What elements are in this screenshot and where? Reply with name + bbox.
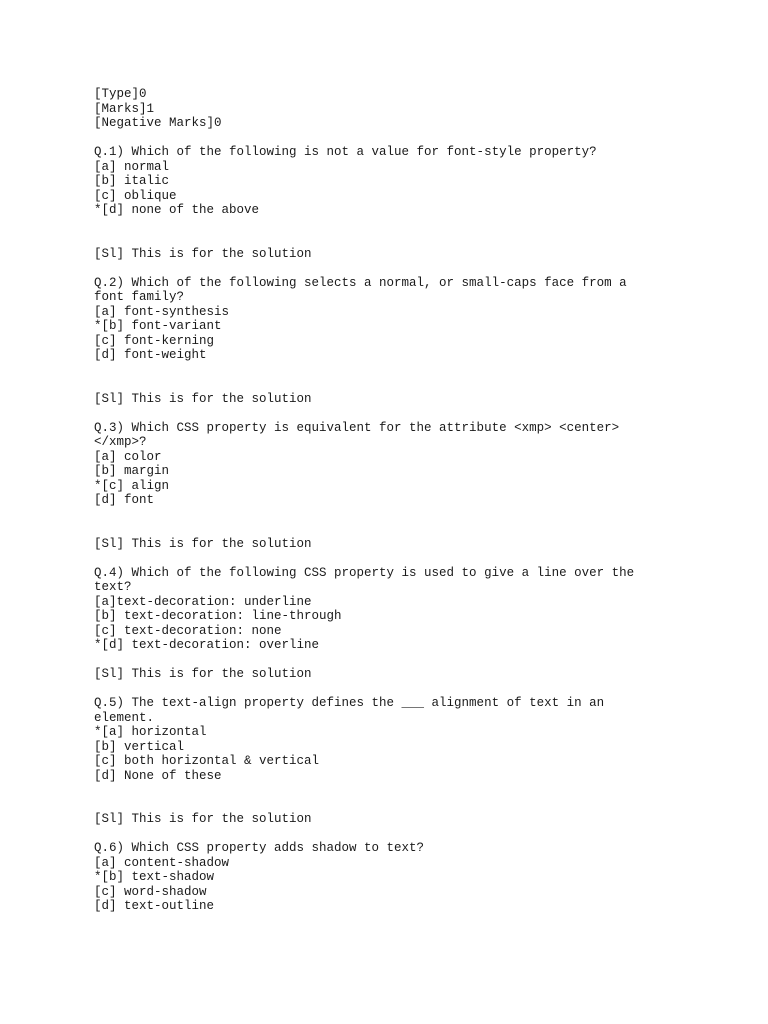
question-4-solution: [Sl] This is for the solution — [94, 667, 312, 681]
question-3-text-cont: </xmp>? — [94, 435, 147, 449]
question-2-text-cont: font family? — [94, 290, 185, 304]
question-2-text: Q.2) Which of the following selects a normal, or small-caps face from a — [94, 275, 627, 290]
question-5-option-b: [b] vertical — [94, 739, 185, 754]
question-5-solution: [Sl] This is for the solution — [94, 812, 312, 826]
question-3-solution: [Sl] This is for the solution — [94, 536, 312, 551]
question-6-option-c: [c] word-shadow — [94, 884, 207, 899]
question-4-option-b: [b] text-decoration: line-through — [94, 609, 342, 623]
quiz-document — [94, 87, 694, 914]
question-2-option-a: [a] font-synthesis — [94, 304, 230, 319]
question-6-option-b: *[b] text-shadow — [94, 870, 215, 884]
question-3-text: Q.3) Which CSS property is equivalent for the attribute <xmp> <center> — [94, 420, 620, 435]
question-1-text: Q.1) Which of the following is not a value for font-style property? — [94, 145, 597, 159]
question-1-solution: [Sl] This is for the solution — [94, 246, 312, 261]
question-5-text-cont: element. — [94, 710, 155, 725]
header-marks: [Marks]1 — [94, 101, 155, 116]
header-negative-marks: [Negative Marks]0 — [94, 116, 222, 130]
question-3-option-a: [a] color — [94, 449, 162, 464]
question-5-option-a: *[a] horizontal — [94, 725, 207, 739]
question-5-option-c: [c] both horizontal & vertical — [94, 754, 320, 768]
question-3-option-b: [b] margin — [94, 464, 170, 478]
question-6-option-a: [a] content-shadow — [94, 855, 230, 870]
question-2-option-d: [d] font-weight — [94, 348, 207, 362]
question-4-text: Q.4) Which of the following CSS property is used to give a line over the — [94, 565, 635, 580]
question-1-option-c: [c] oblique — [94, 188, 177, 203]
question-5-option-d: [d] None of these — [94, 768, 222, 783]
header-type: [Type]0 — [94, 87, 147, 101]
question-3-option-d: [d] font — [94, 493, 155, 507]
question-2-solution: [Sl] This is for the solution — [94, 391, 312, 406]
question-2-option-c: [c] font-kerning — [94, 333, 215, 348]
question-4-option-a: [a]text-decoration: underline — [94, 594, 312, 609]
question-1-option-b: [b] italic — [94, 174, 170, 188]
question-4-option-c: [c] text-decoration: none — [94, 623, 282, 638]
question-6-text: Q.6) Which CSS property adds shadow to text? — [94, 841, 425, 855]
question-2-option-b: *[b] font-variant — [94, 319, 222, 333]
question-5-text: Q.5) The text-align property defines the ___ alignment of text in an — [94, 696, 605, 710]
question-6-option-d: [d] text-outline — [94, 899, 215, 913]
question-1-option-a: [a] normal — [94, 159, 170, 174]
question-1-option-d: *[d] none of the above — [94, 203, 260, 217]
question-3-option-c: *[c] align — [94, 478, 170, 493]
question-4-option-d: *[d] text-decoration: overline — [94, 638, 320, 652]
question-4-text-cont: text? — [94, 580, 132, 594]
